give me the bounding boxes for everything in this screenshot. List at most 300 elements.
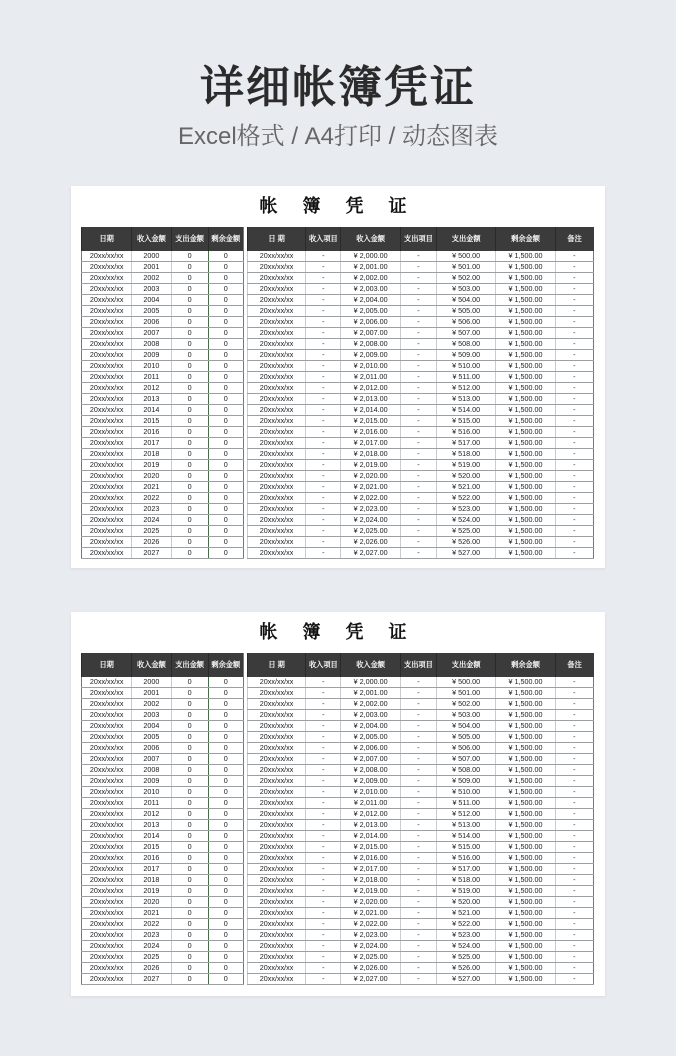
- expense-cell[interactable]: 0: [171, 515, 208, 526]
- date-cell[interactable]: 20xx/xx/xx: [82, 853, 132, 864]
- income-amount-cell[interactable]: ¥ 2,013.00: [341, 394, 400, 405]
- income-amount-cell[interactable]: ¥ 2,000.00: [341, 251, 400, 262]
- expense-amount-cell[interactable]: ¥ 524.00: [437, 941, 496, 952]
- date-cell[interactable]: 20xx/xx/xx: [82, 416, 132, 427]
- balance-cell[interactable]: 0: [208, 306, 243, 317]
- income-amount-cell[interactable]: ¥ 2,011.00: [341, 798, 400, 809]
- balance-amount-cell[interactable]: ¥ 1,500.00: [496, 504, 555, 515]
- date-cell[interactable]: 20xx/xx/xx: [247, 394, 305, 405]
- expense-amount-cell[interactable]: ¥ 508.00: [437, 339, 496, 350]
- date-cell[interactable]: 20xx/xx/xx: [247, 427, 305, 438]
- expense-item-cell[interactable]: -: [400, 372, 436, 383]
- note-cell[interactable]: -: [555, 721, 593, 732]
- date-cell[interactable]: 20xx/xx/xx: [247, 886, 305, 897]
- date-cell[interactable]: 20xx/xx/xx: [247, 732, 305, 743]
- income-cell[interactable]: 2008: [132, 765, 171, 776]
- expense-item-cell[interactable]: -: [400, 776, 436, 787]
- date-cell[interactable]: 20xx/xx/xx: [82, 537, 132, 548]
- balance-cell[interactable]: 0: [208, 526, 243, 537]
- expense-amount-cell[interactable]: ¥ 523.00: [437, 504, 496, 515]
- date-cell[interactable]: 20xx/xx/xx: [82, 941, 132, 952]
- income-item-cell[interactable]: -: [306, 449, 341, 460]
- balance-cell[interactable]: 0: [208, 361, 243, 372]
- balance-cell[interactable]: 0: [208, 699, 243, 710]
- income-amount-cell[interactable]: ¥ 2,012.00: [341, 809, 400, 820]
- note-cell[interactable]: -: [555, 853, 593, 864]
- expense-item-cell[interactable]: -: [400, 732, 436, 743]
- income-cell[interactable]: 2001: [132, 688, 171, 699]
- date-cell[interactable]: 20xx/xx/xx: [82, 798, 132, 809]
- income-amount-cell[interactable]: ¥ 2,000.00: [341, 677, 400, 688]
- date-cell[interactable]: 20xx/xx/xx: [247, 776, 305, 787]
- note-cell[interactable]: -: [555, 471, 593, 482]
- expense-item-cell[interactable]: -: [400, 515, 436, 526]
- income-cell[interactable]: 2017: [132, 864, 171, 875]
- income-amount-cell[interactable]: ¥ 2,001.00: [341, 688, 400, 699]
- balance-cell[interactable]: 0: [208, 688, 243, 699]
- income-cell[interactable]: 2014: [132, 405, 171, 416]
- expense-cell[interactable]: 0: [171, 732, 208, 743]
- date-cell[interactable]: 20xx/xx/xx: [247, 306, 305, 317]
- date-cell[interactable]: 20xx/xx/xx: [82, 677, 132, 688]
- income-item-cell[interactable]: -: [306, 842, 341, 853]
- note-cell[interactable]: -: [555, 677, 593, 688]
- note-cell[interactable]: -: [555, 842, 593, 853]
- date-cell[interactable]: 20xx/xx/xx: [82, 548, 132, 559]
- income-cell[interactable]: 2005: [132, 732, 171, 743]
- income-item-cell[interactable]: -: [306, 339, 341, 350]
- expense-cell[interactable]: 0: [171, 875, 208, 886]
- date-cell[interactable]: 20xx/xx/xx: [82, 732, 132, 743]
- expense-item-cell[interactable]: -: [400, 710, 436, 721]
- expense-cell[interactable]: 0: [171, 809, 208, 820]
- income-cell[interactable]: 2002: [132, 273, 171, 284]
- balance-cell[interactable]: 0: [208, 273, 243, 284]
- balance-cell[interactable]: 0: [208, 405, 243, 416]
- note-cell[interactable]: -: [555, 688, 593, 699]
- balance-amount-cell[interactable]: ¥ 1,500.00: [496, 273, 555, 284]
- expense-item-cell[interactable]: -: [400, 262, 436, 273]
- date-cell[interactable]: 20xx/xx/xx: [247, 405, 305, 416]
- expense-cell[interactable]: 0: [171, 504, 208, 515]
- date-cell[interactable]: 20xx/xx/xx: [82, 295, 132, 306]
- date-cell[interactable]: 20xx/xx/xx: [82, 262, 132, 273]
- expense-cell[interactable]: 0: [171, 251, 208, 262]
- note-cell[interactable]: -: [555, 776, 593, 787]
- note-cell[interactable]: -: [555, 317, 593, 328]
- expense-amount-cell[interactable]: ¥ 519.00: [437, 886, 496, 897]
- expense-item-cell[interactable]: -: [400, 350, 436, 361]
- income-amount-cell[interactable]: ¥ 2,001.00: [341, 262, 400, 273]
- income-amount-cell[interactable]: ¥ 2,024.00: [341, 515, 400, 526]
- income-cell[interactable]: 2027: [132, 548, 171, 559]
- date-cell[interactable]: 20xx/xx/xx: [247, 460, 305, 471]
- expense-cell[interactable]: 0: [171, 743, 208, 754]
- balance-cell[interactable]: 0: [208, 262, 243, 273]
- income-amount-cell[interactable]: ¥ 2,002.00: [341, 699, 400, 710]
- expense-item-cell[interactable]: -: [400, 963, 436, 974]
- note-cell[interactable]: -: [555, 952, 593, 963]
- income-amount-cell[interactable]: ¥ 2,020.00: [341, 897, 400, 908]
- date-cell[interactable]: 20xx/xx/xx: [247, 743, 305, 754]
- expense-item-cell[interactable]: -: [400, 339, 436, 350]
- date-cell[interactable]: 20xx/xx/xx: [247, 831, 305, 842]
- date-cell[interactable]: 20xx/xx/xx: [247, 754, 305, 765]
- income-item-cell[interactable]: -: [306, 754, 341, 765]
- expense-amount-cell[interactable]: ¥ 510.00: [437, 361, 496, 372]
- expense-cell[interactable]: 0: [171, 688, 208, 699]
- note-cell[interactable]: -: [555, 295, 593, 306]
- note-cell[interactable]: -: [555, 754, 593, 765]
- date-cell[interactable]: 20xx/xx/xx: [247, 416, 305, 427]
- income-cell[interactable]: 2021: [132, 482, 171, 493]
- expense-amount-cell[interactable]: ¥ 517.00: [437, 438, 496, 449]
- balance-cell[interactable]: 0: [208, 875, 243, 886]
- date-cell[interactable]: 20xx/xx/xx: [247, 482, 305, 493]
- date-cell[interactable]: 20xx/xx/xx: [247, 952, 305, 963]
- balance-cell[interactable]: 0: [208, 427, 243, 438]
- income-item-cell[interactable]: -: [306, 897, 341, 908]
- balance-amount-cell[interactable]: ¥ 1,500.00: [496, 699, 555, 710]
- date-cell[interactable]: 20xx/xx/xx: [247, 941, 305, 952]
- balance-amount-cell[interactable]: ¥ 1,500.00: [496, 460, 555, 471]
- balance-cell[interactable]: 0: [208, 710, 243, 721]
- balance-amount-cell[interactable]: ¥ 1,500.00: [496, 449, 555, 460]
- note-cell[interactable]: -: [555, 284, 593, 295]
- balance-cell[interactable]: 0: [208, 416, 243, 427]
- expense-amount-cell[interactable]: ¥ 507.00: [437, 754, 496, 765]
- balance-amount-cell[interactable]: ¥ 1,500.00: [496, 438, 555, 449]
- balance-cell[interactable]: 0: [208, 482, 243, 493]
- expense-amount-cell[interactable]: ¥ 512.00: [437, 383, 496, 394]
- expense-amount-cell[interactable]: ¥ 525.00: [437, 952, 496, 963]
- balance-amount-cell[interactable]: ¥ 1,500.00: [496, 677, 555, 688]
- date-cell[interactable]: 20xx/xx/xx: [82, 809, 132, 820]
- income-item-cell[interactable]: -: [306, 515, 341, 526]
- date-cell[interactable]: 20xx/xx/xx: [82, 482, 132, 493]
- date-cell[interactable]: 20xx/xx/xx: [247, 251, 305, 262]
- note-cell[interactable]: -: [555, 251, 593, 262]
- date-cell[interactable]: 20xx/xx/xx: [82, 864, 132, 875]
- income-amount-cell[interactable]: ¥ 2,019.00: [341, 886, 400, 897]
- expense-amount-cell[interactable]: ¥ 525.00: [437, 526, 496, 537]
- balance-cell[interactable]: 0: [208, 787, 243, 798]
- note-cell[interactable]: -: [555, 798, 593, 809]
- balance-amount-cell[interactable]: ¥ 1,500.00: [496, 262, 555, 273]
- expense-amount-cell[interactable]: ¥ 508.00: [437, 765, 496, 776]
- balance-amount-cell[interactable]: ¥ 1,500.00: [496, 875, 555, 886]
- date-cell[interactable]: 20xx/xx/xx: [247, 974, 305, 985]
- income-item-cell[interactable]: -: [306, 787, 341, 798]
- balance-amount-cell[interactable]: ¥ 1,500.00: [496, 526, 555, 537]
- income-amount-cell[interactable]: ¥ 2,021.00: [341, 482, 400, 493]
- expense-amount-cell[interactable]: ¥ 517.00: [437, 864, 496, 875]
- income-cell[interactable]: 2024: [132, 515, 171, 526]
- expense-amount-cell[interactable]: ¥ 506.00: [437, 317, 496, 328]
- income-item-cell[interactable]: -: [306, 284, 341, 295]
- income-cell[interactable]: 2019: [132, 886, 171, 897]
- note-cell[interactable]: -: [555, 963, 593, 974]
- balance-cell[interactable]: 0: [208, 504, 243, 515]
- income-item-cell[interactable]: -: [306, 743, 341, 754]
- income-item-cell[interactable]: -: [306, 537, 341, 548]
- balance-amount-cell[interactable]: ¥ 1,500.00: [496, 809, 555, 820]
- expense-amount-cell[interactable]: ¥ 501.00: [437, 688, 496, 699]
- balance-amount-cell[interactable]: ¥ 1,500.00: [496, 886, 555, 897]
- income-item-cell[interactable]: -: [306, 699, 341, 710]
- expense-item-cell[interactable]: -: [400, 405, 436, 416]
- income-amount-cell[interactable]: ¥ 2,023.00: [341, 930, 400, 941]
- expense-cell[interactable]: 0: [171, 427, 208, 438]
- income-cell[interactable]: 2005: [132, 306, 171, 317]
- expense-amount-cell[interactable]: ¥ 501.00: [437, 262, 496, 273]
- income-item-cell[interactable]: -: [306, 974, 341, 985]
- expense-item-cell[interactable]: -: [400, 765, 436, 776]
- expense-cell[interactable]: 0: [171, 853, 208, 864]
- date-cell[interactable]: 20xx/xx/xx: [82, 710, 132, 721]
- income-item-cell[interactable]: -: [306, 251, 341, 262]
- income-item-cell[interactable]: -: [306, 372, 341, 383]
- note-cell[interactable]: -: [555, 350, 593, 361]
- expense-amount-cell[interactable]: ¥ 514.00: [437, 405, 496, 416]
- income-cell[interactable]: 2002: [132, 699, 171, 710]
- expense-amount-cell[interactable]: ¥ 509.00: [437, 350, 496, 361]
- expense-cell[interactable]: 0: [171, 787, 208, 798]
- income-amount-cell[interactable]: ¥ 2,017.00: [341, 864, 400, 875]
- expense-item-cell[interactable]: -: [400, 787, 436, 798]
- date-cell[interactable]: 20xx/xx/xx: [82, 743, 132, 754]
- expense-item-cell[interactable]: -: [400, 471, 436, 482]
- expense-item-cell[interactable]: -: [400, 427, 436, 438]
- date-cell[interactable]: 20xx/xx/xx: [82, 317, 132, 328]
- date-cell[interactable]: 20xx/xx/xx: [247, 548, 305, 559]
- expense-amount-cell[interactable]: ¥ 527.00: [437, 974, 496, 985]
- income-item-cell[interactable]: -: [306, 886, 341, 897]
- income-amount-cell[interactable]: ¥ 2,016.00: [341, 853, 400, 864]
- date-cell[interactable]: 20xx/xx/xx: [82, 515, 132, 526]
- note-cell[interactable]: -: [555, 941, 593, 952]
- expense-cell[interactable]: 0: [171, 897, 208, 908]
- date-cell[interactable]: 20xx/xx/xx: [82, 383, 132, 394]
- date-cell[interactable]: 20xx/xx/xx: [247, 515, 305, 526]
- expense-item-cell[interactable]: -: [400, 361, 436, 372]
- expense-item-cell[interactable]: -: [400, 974, 436, 985]
- balance-amount-cell[interactable]: ¥ 1,500.00: [496, 688, 555, 699]
- income-item-cell[interactable]: -: [306, 919, 341, 930]
- date-cell[interactable]: 20xx/xx/xx: [82, 339, 132, 350]
- income-cell[interactable]: 2025: [132, 526, 171, 537]
- income-item-cell[interactable]: -: [306, 328, 341, 339]
- date-cell[interactable]: 20xx/xx/xx: [82, 886, 132, 897]
- note-cell[interactable]: -: [555, 438, 593, 449]
- date-cell[interactable]: 20xx/xx/xx: [82, 897, 132, 908]
- balance-cell[interactable]: 0: [208, 493, 243, 504]
- expense-cell[interactable]: 0: [171, 361, 208, 372]
- expense-cell[interactable]: 0: [171, 262, 208, 273]
- expense-item-cell[interactable]: -: [400, 820, 436, 831]
- income-cell[interactable]: 2014: [132, 831, 171, 842]
- expense-cell[interactable]: 0: [171, 919, 208, 930]
- expense-amount-cell[interactable]: ¥ 506.00: [437, 743, 496, 754]
- income-amount-cell[interactable]: ¥ 2,012.00: [341, 383, 400, 394]
- expense-cell[interactable]: 0: [171, 699, 208, 710]
- date-cell[interactable]: 20xx/xx/xx: [247, 809, 305, 820]
- income-cell[interactable]: 2003: [132, 284, 171, 295]
- expense-item-cell[interactable]: -: [400, 284, 436, 295]
- expense-cell[interactable]: 0: [171, 776, 208, 787]
- income-item-cell[interactable]: -: [306, 721, 341, 732]
- income-cell[interactable]: 2012: [132, 383, 171, 394]
- income-item-cell[interactable]: -: [306, 963, 341, 974]
- balance-amount-cell[interactable]: ¥ 1,500.00: [496, 361, 555, 372]
- income-cell[interactable]: 2011: [132, 372, 171, 383]
- date-cell[interactable]: 20xx/xx/xx: [82, 721, 132, 732]
- date-cell[interactable]: 20xx/xx/xx: [247, 504, 305, 515]
- income-amount-cell[interactable]: ¥ 2,022.00: [341, 919, 400, 930]
- balance-cell[interactable]: 0: [208, 721, 243, 732]
- income-item-cell[interactable]: -: [306, 776, 341, 787]
- expense-item-cell[interactable]: -: [400, 886, 436, 897]
- expense-item-cell[interactable]: -: [400, 897, 436, 908]
- date-cell[interactable]: 20xx/xx/xx: [82, 471, 132, 482]
- income-item-cell[interactable]: -: [306, 548, 341, 559]
- balance-cell[interactable]: 0: [208, 897, 243, 908]
- date-cell[interactable]: 20xx/xx/xx: [82, 908, 132, 919]
- date-cell[interactable]: 20xx/xx/xx: [247, 284, 305, 295]
- balance-amount-cell[interactable]: ¥ 1,500.00: [496, 537, 555, 548]
- balance-amount-cell[interactable]: ¥ 1,500.00: [496, 427, 555, 438]
- date-cell[interactable]: 20xx/xx/xx: [247, 361, 305, 372]
- expense-item-cell[interactable]: -: [400, 952, 436, 963]
- date-cell[interactable]: 20xx/xx/xx: [247, 339, 305, 350]
- income-item-cell[interactable]: -: [306, 853, 341, 864]
- income-item-cell[interactable]: -: [306, 306, 341, 317]
- expense-item-cell[interactable]: -: [400, 831, 436, 842]
- expense-amount-cell[interactable]: ¥ 526.00: [437, 963, 496, 974]
- expense-cell[interactable]: 0: [171, 449, 208, 460]
- expense-cell[interactable]: 0: [171, 405, 208, 416]
- income-amount-cell[interactable]: ¥ 2,025.00: [341, 526, 400, 537]
- income-amount-cell[interactable]: ¥ 2,008.00: [341, 765, 400, 776]
- balance-cell[interactable]: 0: [208, 449, 243, 460]
- date-cell[interactable]: 20xx/xx/xx: [82, 251, 132, 262]
- income-cell[interactable]: 2022: [132, 919, 171, 930]
- expense-amount-cell[interactable]: ¥ 518.00: [437, 875, 496, 886]
- balance-amount-cell[interactable]: ¥ 1,500.00: [496, 765, 555, 776]
- expense-amount-cell[interactable]: ¥ 515.00: [437, 416, 496, 427]
- expense-amount-cell[interactable]: ¥ 503.00: [437, 710, 496, 721]
- date-cell[interactable]: 20xx/xx/xx: [82, 273, 132, 284]
- expense-cell[interactable]: 0: [171, 930, 208, 941]
- income-amount-cell[interactable]: ¥ 2,017.00: [341, 438, 400, 449]
- expense-cell[interactable]: 0: [171, 372, 208, 383]
- income-cell[interactable]: 2007: [132, 754, 171, 765]
- balance-cell[interactable]: 0: [208, 548, 243, 559]
- balance-amount-cell[interactable]: ¥ 1,500.00: [496, 941, 555, 952]
- date-cell[interactable]: 20xx/xx/xx: [82, 974, 132, 985]
- date-cell[interactable]: 20xx/xx/xx: [247, 963, 305, 974]
- expense-item-cell[interactable]: -: [400, 295, 436, 306]
- income-item-cell[interactable]: -: [306, 493, 341, 504]
- expense-item-cell[interactable]: -: [400, 919, 436, 930]
- balance-cell[interactable]: 0: [208, 974, 243, 985]
- income-amount-cell[interactable]: ¥ 2,018.00: [341, 449, 400, 460]
- income-item-cell[interactable]: -: [306, 930, 341, 941]
- balance-amount-cell[interactable]: ¥ 1,500.00: [496, 493, 555, 504]
- income-item-cell[interactable]: -: [306, 688, 341, 699]
- balance-cell[interactable]: 0: [208, 930, 243, 941]
- balance-cell[interactable]: 0: [208, 295, 243, 306]
- expense-amount-cell[interactable]: ¥ 505.00: [437, 732, 496, 743]
- expense-item-cell[interactable]: -: [400, 273, 436, 284]
- date-cell[interactable]: 20xx/xx/xx: [82, 284, 132, 295]
- balance-amount-cell[interactable]: ¥ 1,500.00: [496, 372, 555, 383]
- date-cell[interactable]: 20xx/xx/xx: [82, 449, 132, 460]
- date-cell[interactable]: 20xx/xx/xx: [82, 493, 132, 504]
- expense-cell[interactable]: 0: [171, 548, 208, 559]
- balance-amount-cell[interactable]: ¥ 1,500.00: [496, 930, 555, 941]
- note-cell[interactable]: -: [555, 930, 593, 941]
- balance-cell[interactable]: 0: [208, 842, 243, 853]
- date-cell[interactable]: 20xx/xx/xx: [247, 853, 305, 864]
- balance-amount-cell[interactable]: ¥ 1,500.00: [496, 897, 555, 908]
- date-cell[interactable]: 20xx/xx/xx: [82, 820, 132, 831]
- balance-cell[interactable]: 0: [208, 251, 243, 262]
- balance-amount-cell[interactable]: ¥ 1,500.00: [496, 317, 555, 328]
- date-cell[interactable]: 20xx/xx/xx: [247, 471, 305, 482]
- balance-cell[interactable]: 0: [208, 350, 243, 361]
- note-cell[interactable]: -: [555, 526, 593, 537]
- expense-amount-cell[interactable]: ¥ 520.00: [437, 897, 496, 908]
- expense-amount-cell[interactable]: ¥ 515.00: [437, 842, 496, 853]
- balance-amount-cell[interactable]: ¥ 1,500.00: [496, 853, 555, 864]
- date-cell[interactable]: 20xx/xx/xx: [247, 842, 305, 853]
- expense-cell[interactable]: 0: [171, 339, 208, 350]
- date-cell[interactable]: 20xx/xx/xx: [82, 361, 132, 372]
- income-item-cell[interactable]: -: [306, 460, 341, 471]
- income-item-cell[interactable]: -: [306, 504, 341, 515]
- income-item-cell[interactable]: -: [306, 273, 341, 284]
- date-cell[interactable]: 20xx/xx/xx: [247, 438, 305, 449]
- expense-amount-cell[interactable]: ¥ 502.00: [437, 273, 496, 284]
- income-amount-cell[interactable]: ¥ 2,005.00: [341, 732, 400, 743]
- income-amount-cell[interactable]: ¥ 2,006.00: [341, 317, 400, 328]
- balance-cell[interactable]: 0: [208, 284, 243, 295]
- expense-cell[interactable]: 0: [171, 295, 208, 306]
- income-amount-cell[interactable]: ¥ 2,023.00: [341, 504, 400, 515]
- note-cell[interactable]: -: [555, 897, 593, 908]
- note-cell[interactable]: -: [555, 449, 593, 460]
- note-cell[interactable]: -: [555, 537, 593, 548]
- expense-cell[interactable]: 0: [171, 963, 208, 974]
- balance-amount-cell[interactable]: ¥ 1,500.00: [496, 383, 555, 394]
- date-cell[interactable]: 20xx/xx/xx: [247, 317, 305, 328]
- balance-amount-cell[interactable]: ¥ 1,500.00: [496, 787, 555, 798]
- note-cell[interactable]: -: [555, 886, 593, 897]
- note-cell[interactable]: -: [555, 273, 593, 284]
- expense-cell[interactable]: 0: [171, 383, 208, 394]
- date-cell[interactable]: 20xx/xx/xx: [82, 963, 132, 974]
- income-item-cell[interactable]: -: [306, 427, 341, 438]
- balance-cell[interactable]: 0: [208, 460, 243, 471]
- income-item-cell[interactable]: -: [306, 820, 341, 831]
- note-cell[interactable]: -: [555, 460, 593, 471]
- expense-item-cell[interactable]: -: [400, 699, 436, 710]
- expense-item-cell[interactable]: -: [400, 908, 436, 919]
- income-amount-cell[interactable]: ¥ 2,005.00: [341, 306, 400, 317]
- date-cell[interactable]: 20xx/xx/xx: [82, 919, 132, 930]
- income-amount-cell[interactable]: ¥ 2,002.00: [341, 273, 400, 284]
